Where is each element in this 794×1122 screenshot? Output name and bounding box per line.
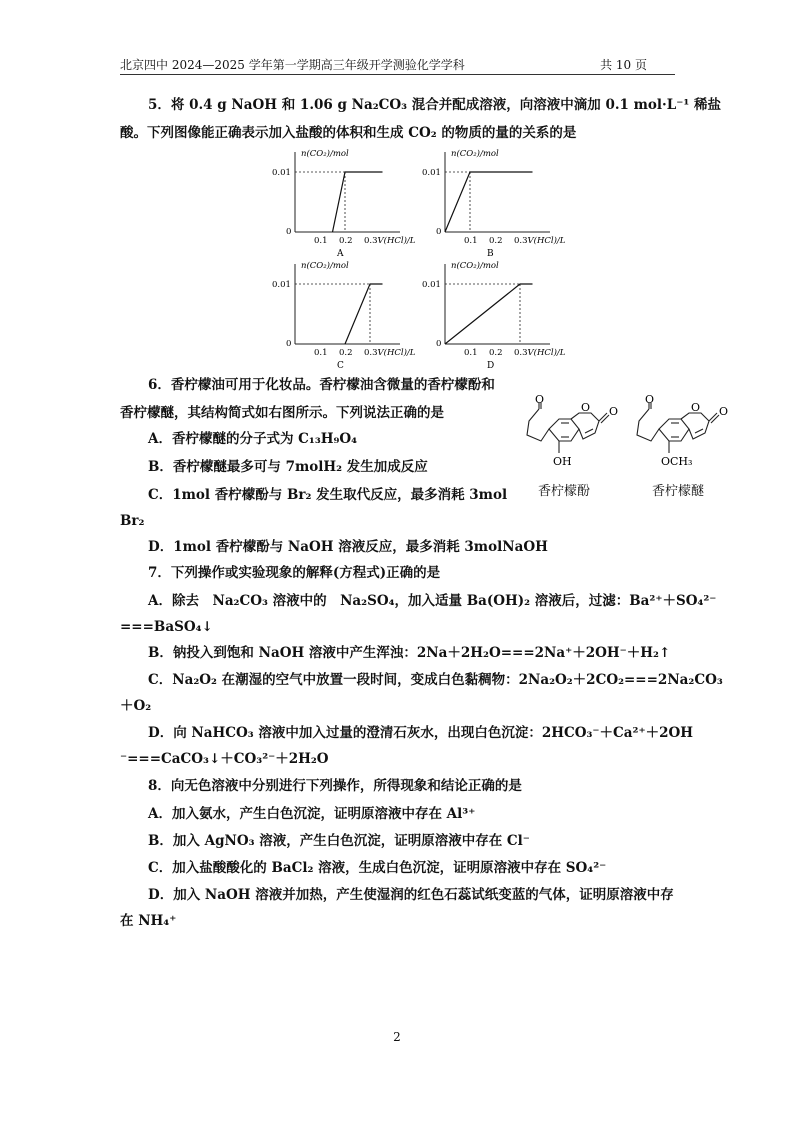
q7-title: 7．下列操作或实验现象的解释(方程式)正确的是	[148, 565, 441, 581]
q6-line2: 香柠檬醚，其结构简式如右图所示。下列说法正确的是	[120, 405, 444, 421]
chart-a-series-line	[333, 172, 383, 232]
chart-d-series-line	[445, 284, 533, 344]
struct2-o3: O	[719, 405, 729, 418]
chart-b-label: B	[487, 249, 494, 259]
chart-a-label: A	[337, 249, 344, 259]
q7-option-d-cont: ⁻===CaCO₃↓＋CO₃²⁻＋2H₂O	[120, 751, 329, 767]
struct-label-bergaptol: 香柠檬酚	[538, 484, 591, 499]
chart-c-origin: 0	[286, 339, 292, 349]
q6-option-d: D．1mol 香柠檬酚与 NaOH 溶液反应，最多消耗 3molNaOH	[148, 539, 548, 555]
q5-line2: 酸。下列图像能正确表示加入盐酸的体积和生成 CO₂ 的物质的量的关系的是	[120, 125, 577, 141]
struct1-o3: O	[609, 405, 619, 418]
chart-c-xtick: 0.1	[314, 348, 328, 358]
chart-a-origin: 0	[286, 227, 292, 237]
q7-option-b: B．钠投入到饱和 NaOH 溶液中产生浑浊：2Na＋2H₂O===2Na⁺＋2OH⁻＋H₂↑	[148, 645, 671, 661]
q6-line1: 6．香柠檬油可用于化妆品。香柠檬油含微量的香柠檬酚和	[148, 377, 495, 393]
page-number: 2	[393, 1030, 401, 1044]
q8-option-d: D．加入 NaOH 溶液并加热，产生使湿润的红色石蕊试纸变蓝的气体，证明原溶液中存	[148, 887, 674, 903]
chart-d-origin: 0	[436, 339, 442, 349]
chart-c-xtick: 0.3	[364, 348, 378, 358]
chart-a-xlabel: V(HCl)/L	[377, 236, 416, 246]
chart-d-xtick: 0.3	[514, 348, 528, 358]
chart-d-ytick: 0.01	[422, 280, 441, 290]
chart-c-svg	[270, 261, 416, 374]
chart-c-ylabel: n(CO₂)/mol	[301, 261, 349, 271]
q6-option-a: A．香柠檬醚的分子式为 C₁₃H₉O₄	[148, 431, 358, 447]
q8-option-d-cont: 在 NH₄⁺	[120, 913, 177, 929]
chart-c-xlabel: V(HCl)/L	[377, 348, 416, 358]
struct2-o1: O	[645, 393, 655, 406]
q6-option-c-cont: Br₂	[120, 513, 145, 529]
chart-d-xlabel: V(HCl)/L	[527, 348, 566, 358]
q8-option-a: A．加入氨水，产生白色沉淀，证明原溶液中存在 Al³⁺	[148, 806, 476, 822]
q7-option-a-cont: ===BaSO₄↓	[120, 619, 213, 635]
chart-c-label: C	[337, 361, 344, 371]
q5-line1: 5．将 0.4 g NaOH 和 1.06 g Na₂CO₃ 混合并配成溶液，向溶液中滴加 0.1 mol·L⁻¹ 稀盐	[148, 97, 721, 113]
chart-c-ytick: 0.01	[272, 280, 291, 290]
bergaptol-svg	[515, 395, 635, 475]
q7-option-c: C．Na₂O₂ 在潮湿的空气中放置一段时间，变成白色黏稠物：2Na₂O₂＋2CO₂===2Na₂CO₃	[148, 672, 723, 688]
struct2-o2: O	[691, 401, 701, 414]
chart-a-xtick: 0.3	[364, 236, 378, 246]
page-header	[120, 56, 675, 75]
q6-option-b: B．香柠檬醚最多可与 7molH₂ 发生加成反应	[148, 459, 428, 475]
struct1-o1: O	[535, 393, 545, 406]
chart-b	[420, 149, 566, 266]
chart-a-xtick: 0.1	[314, 236, 328, 246]
structure-bergaptol	[515, 395, 635, 479]
q8-option-b: B．加入 AgNO₃ 溶液，产生白色沉淀，证明原溶液中存在 Cl⁻	[148, 833, 530, 849]
bergapten-svg	[625, 395, 745, 475]
chart-d-ylabel: n(CO₂)/mol	[451, 261, 499, 271]
chart-a	[270, 149, 416, 266]
chart-b-ylabel: n(CO₂)/mol	[451, 149, 499, 159]
chart-b-xtick: 0.3	[514, 236, 528, 246]
q7-option-a: A．除去 Na₂CO₃ 溶液中的 Na₂SO₄，加入适量 Ba(OH)₂ 溶液后，过滤：Ba²⁺＋SO₄²⁻	[148, 593, 717, 609]
q8-option-c: C．加入盐酸酸化的 BaCl₂ 溶液，生成白色沉淀，证明原溶液中存在 SO₄²⁻	[148, 860, 607, 876]
structure-bergapten	[625, 395, 745, 479]
struct1-sub: OH	[553, 455, 572, 468]
chart-a-ylabel: n(CO₂)/mol	[301, 149, 349, 159]
chart-d-label: D	[487, 361, 495, 371]
chart-b-xtick: 0.1	[464, 236, 478, 246]
chart-d-svg	[420, 261, 566, 374]
q6-option-c: C．1mol 香柠檬酚与 Br₂ 发生取代反应，最多消耗 3mol	[148, 487, 508, 503]
chart-a-xtick: 0.2	[339, 236, 353, 246]
chart-b-xlabel: V(HCl)/L	[527, 236, 566, 246]
chart-a-ytick: 0.01	[272, 168, 291, 178]
chart-b-series-line	[445, 172, 533, 232]
struct1-o2: O	[581, 401, 591, 414]
q7-option-c-cont: ＋O₂	[120, 698, 152, 714]
q7-option-d: D．向 NaHCO₃ 溶液中加入过量的澄清石灰水，出现白色沉淀：2HCO₃⁻＋Ca²⁺＋2OH	[148, 725, 693, 741]
chart-c-xtick: 0.2	[339, 348, 353, 358]
chart-d-xtick: 0.2	[489, 348, 503, 358]
header-title: 北京四中 2024—2025 学年第一学期高三年级开学测验化学学科	[120, 58, 465, 72]
struct2-sub: OCH₃	[661, 455, 693, 468]
chart-c	[270, 261, 416, 378]
chart-d	[420, 261, 566, 378]
header-page-count: 共 10 页	[600, 58, 647, 72]
chart-b-svg	[420, 149, 566, 262]
chart-d-xtick: 0.1	[464, 348, 478, 358]
chart-a-svg	[270, 149, 416, 262]
chart-b-xtick: 0.2	[489, 236, 503, 246]
chart-b-origin: 0	[436, 227, 442, 237]
chart-c-series-line	[345, 284, 383, 344]
q8-title: 8．向无色溶液中分别进行下列操作，所得现象和结论正确的是	[148, 778, 522, 794]
chart-b-ytick: 0.01	[422, 168, 441, 178]
struct-label-bergapten: 香柠檬醚	[652, 484, 705, 499]
